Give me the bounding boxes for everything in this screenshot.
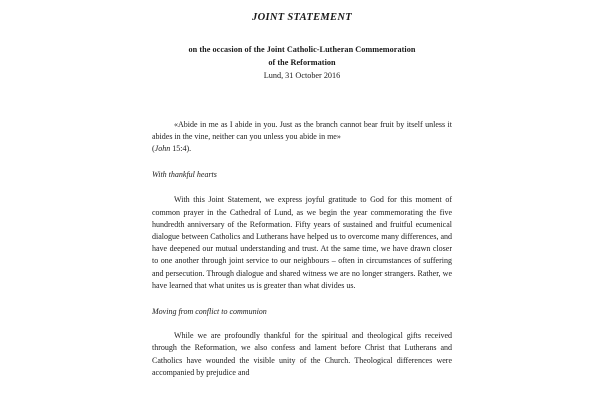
text-column [152,0,452,387]
section-heading-conflict-to-communion: Moving from conflict to communion [152,306,267,316]
section-heading-thankful-hearts: With thankful hearts [152,170,217,180]
epigraph-reference [152,143,452,155]
subtitle-line-1: on the occasion of the Joint Catholic-Lutheran Commemoration [188,45,416,54]
page-title: JOINT STATEMENT [252,12,352,23]
epigraph-quote [152,119,452,156]
section-paragraph-thankful-hearts: With this Joint Statement, we express joyful gratitude to God for this moment of common prayer in the Cathedral of Lund, as we begin the year commemorating the five hundredth anniversary of the Reformation. Fifty years of sustained and fruitful ecumenical dialogue between Catholics and Lutherans have helped us to overcome many differences, and have deepened our mutual understanding and trust. At the same time, we have drawn closer to one another through joint service to our neighbours – often in circumstances of suffering and persecution. Through dialogue and shared witness we are no longer strangers. Rather, we have learned that what unites us is greater than what divides us. [152,195,452,290]
subtitle-line-2: of the Reformation [268,57,336,67]
date-line: Lund, 31 October 2016 [263,71,341,80]
subtitle-block [152,44,452,83]
epigraph-reference-rest: 15:4). [170,143,192,153]
epigraph-text: «Abide in me as I abide in you. Just as the branch cannot bear fruit by itself unless it abides in the vine, neither can you unless you abide in me» [152,119,452,141]
epigraph-reference-open: ( [152,143,155,153]
epigraph-reference-book: John [154,143,171,153]
section-paragraph-conflict-to-communion: While we are profoundly thankful for the spiritual and theological gifts received through the Reformation, we also confess and lament before Christ that Lutherans and Catholics have wounded the visible unity of the Church. Theological differences were accompanied by prejudice and [152,331,452,377]
